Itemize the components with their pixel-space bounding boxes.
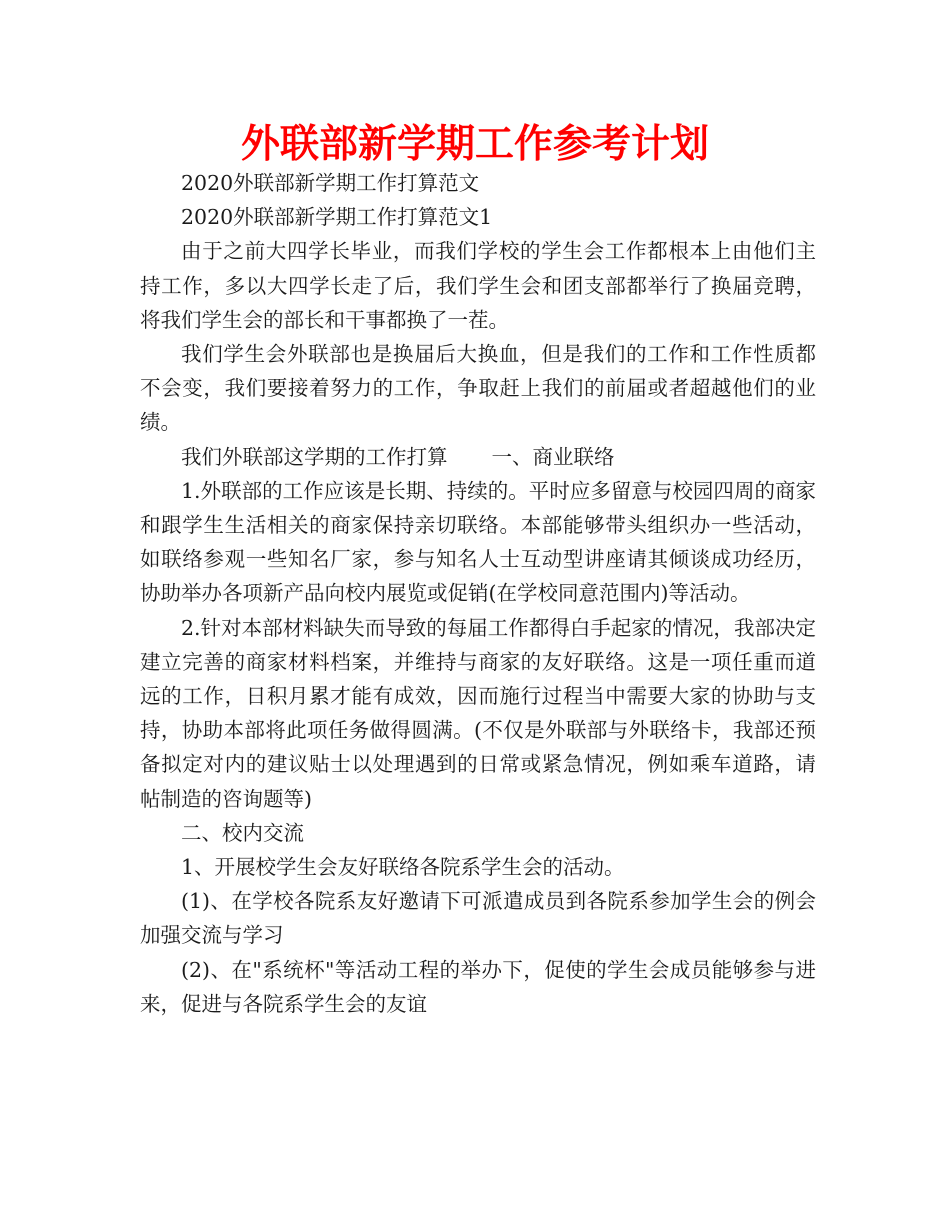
paragraph-item-1: 1.外联部的工作应该是长期、持续的。平时应多留意与校园四周的商家和跟学生生活相关的商家保持亲切联络。本部能够带头组织办一些活动，如联络参观一些知名厂家，参与知名人士互动型讲座请其倾谈成功经历，协助举办各项新产品向校内展览或促销(在学校同意范围内)等活动。 [140,478,816,606]
paragraph-section-2: 二、校内交流 [181,820,304,845]
plan-heading-left: 我们外联部这学期的工作打算 [181,444,448,469]
paragraph-item-2: 2.针对本部材料缺失而导致的每届工作都得白手起家的情况，我部决定建立完善的商家材料档案，并维持与商家的友好联络。这是一项任重而道远的工作，日积月累才能有成效，因而施行过程当中需要大家的协助与支持，协助本部将此项任务做得圆满。(不仅是外联部与外联络卡，我部还预备拟定对内的建议贴士以处理遇到的日常或紧急情况，例如乘车道路，请帖制造的咨询题等) [140,615,816,811]
paragraph-department: 我们学生会外联部也是换届后大换血，但是我们的工作和工作性质都不会变，我们要接着努力的工作，争取赶上我们的前届或者超越他们的业绩。 [140,342,816,435]
plan-heading-right: 一、商业联络 [491,444,615,469]
document-body [140,166,816,1021]
paragraph-subtitle-1: 2020外联部新学期工作打算范文 [181,171,480,195]
paragraph-subitem-1: (1)、在学校各院系友好邀请下可派遣成员到各院系参加学生会的例会加强交流与学习 [140,889,816,948]
paragraph-subtitle-2: 2020外联部新学期工作打算范文1 [181,205,493,230]
paragraph-subitem-2: (2)、在"系统杯"等活动工程的举办下，促使的学生会成员能够参与进来，促进与各院系学生会的友谊 [140,957,816,1016]
paragraph-intro: 由于之前大四学长毕业，而我们学校的学生会工作都根本上由他们主持工作，多以大四学长走了后，我们学生会和团支部都举行了换届竞聘，将我们学生会的部长和干事都换了一茬。 [140,239,816,332]
paragraph-plan-heading [140,440,816,474]
paragraph-section-2-item-1: 1、开展校学生会友好联络各院系学生会的活动。 [181,855,625,880]
document-title: 外联部新学期工作参考计划 [240,121,709,167]
